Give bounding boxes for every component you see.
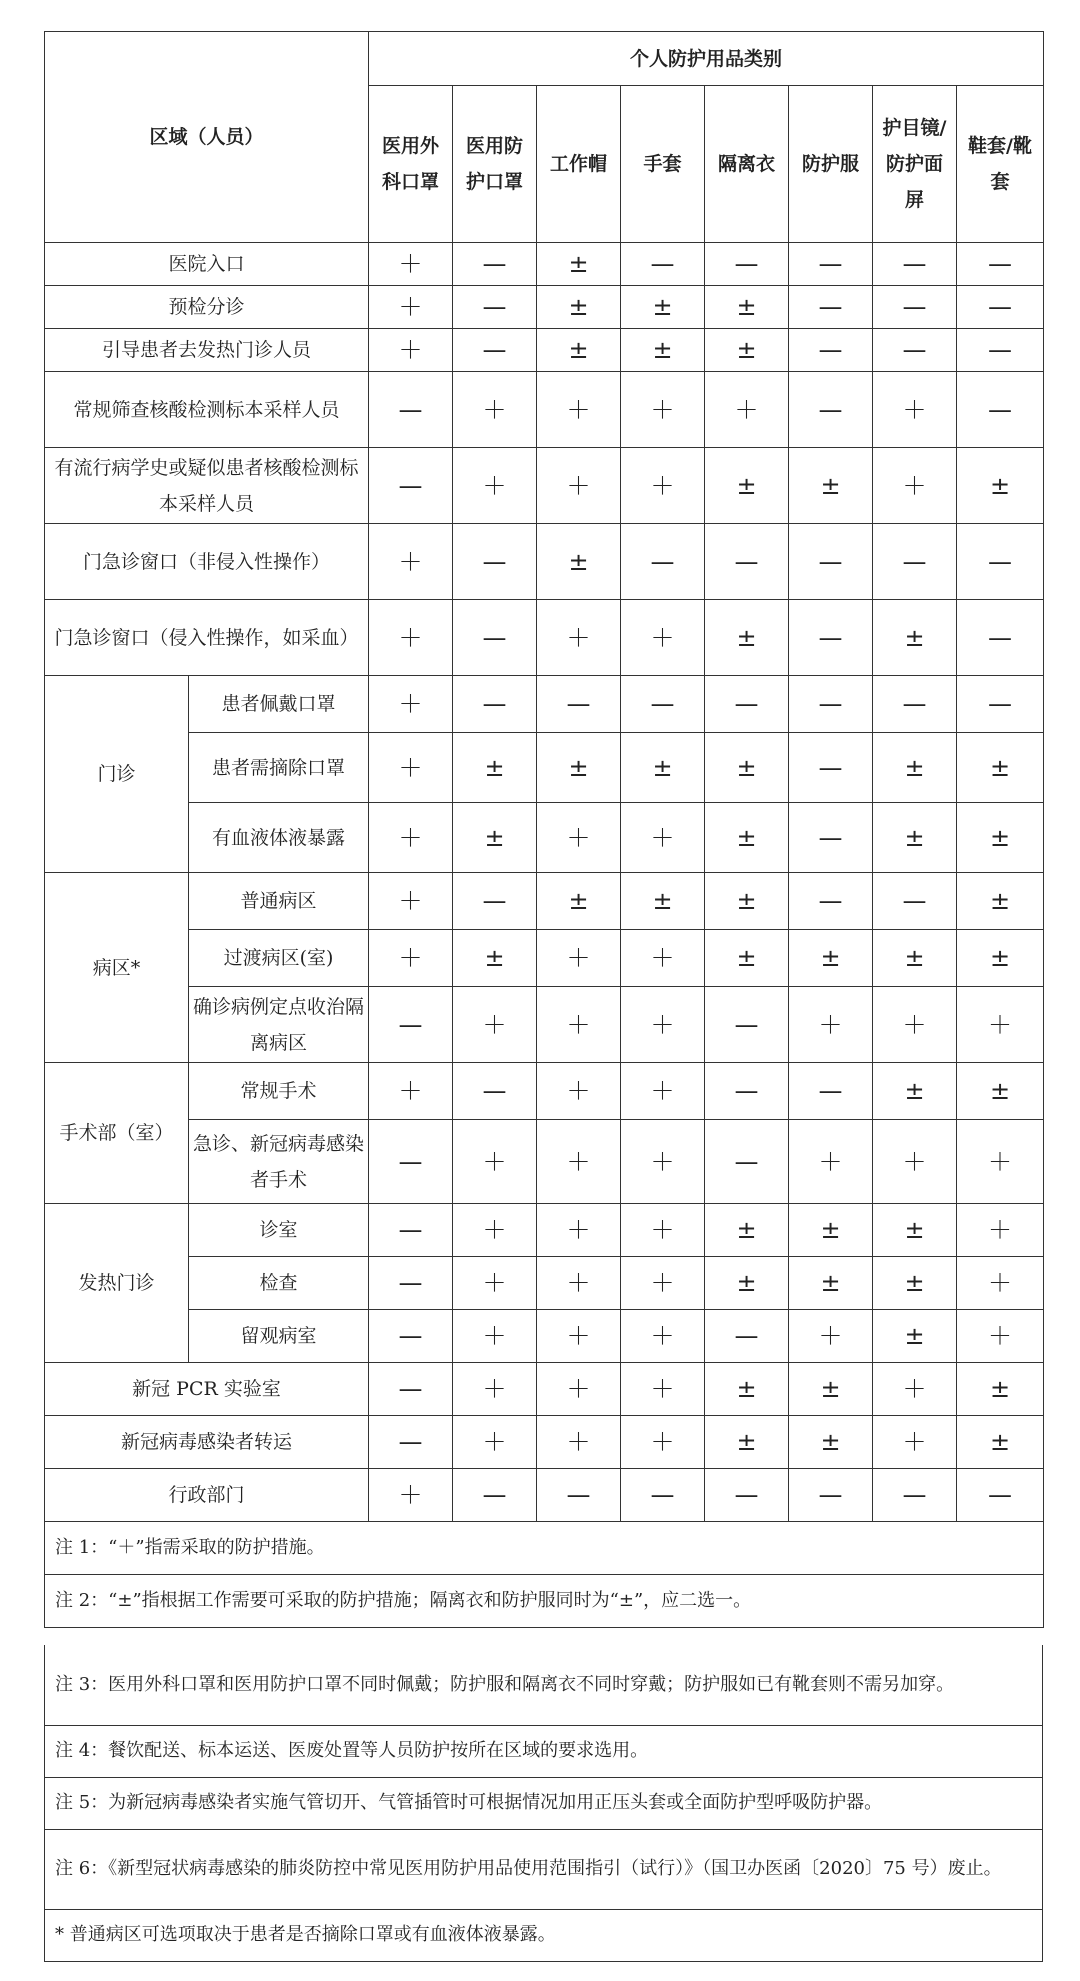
symbol-cell: — — [705, 1310, 789, 1363]
symbol-cell: ＋ — [453, 372, 537, 448]
table-row — [45, 524, 1044, 600]
symbol-cell: ± — [621, 286, 705, 329]
symbol-cell: ± — [873, 930, 957, 987]
symbol-cell: ＋ — [537, 372, 621, 448]
symbol-cell: ＋ — [621, 803, 705, 873]
symbol-cell: ± — [789, 1363, 873, 1416]
row-label: 急诊、新冠病毒感染者手术 — [189, 1120, 369, 1204]
symbol-cell: ＋ — [957, 1204, 1044, 1257]
symbol-cell: ± — [873, 803, 957, 873]
note-row: * 普通病区可选项取决于患者是否摘除口罩或有血液体液暴露。 — [45, 1909, 1043, 1961]
symbol-cell: ＋ — [873, 448, 957, 524]
symbol-cell: ＋ — [957, 1120, 1044, 1204]
symbol-cell: — — [369, 1416, 453, 1469]
row-label: 预检分诊 — [45, 286, 369, 329]
symbol-cell: ＋ — [453, 987, 537, 1063]
column-header: 护目镜/防护面屏 — [873, 86, 957, 243]
table-row — [45, 1522, 1044, 1575]
symbol-cell: — — [621, 524, 705, 600]
symbol-cell: ± — [453, 803, 537, 873]
row-label: 引导患者去发热门诊人员 — [45, 329, 369, 372]
symbol-cell: — — [453, 873, 537, 930]
note-row: 注 4：餐饮配送、标本运送、医废处置等人员防护按所在区域的要求选用。 — [45, 1725, 1043, 1777]
symbol-cell: ± — [873, 1204, 957, 1257]
row-label: 普通病区 — [189, 873, 369, 930]
note-row: 注 3：医用外科口罩和医用防护口罩不同时佩戴；防护服和隔离衣不同时穿戴；防护服如已有靴套则不需另加穿。 — [45, 1645, 1043, 1725]
symbol-cell: ＋ — [453, 1120, 537, 1204]
table-row — [45, 987, 1044, 1063]
symbol-cell: ± — [957, 1063, 1044, 1120]
row-label: 新冠 PCR 实验室 — [45, 1363, 369, 1416]
table-row — [45, 1204, 1044, 1257]
symbol-cell: ＋ — [873, 1363, 957, 1416]
symbol-cell: ± — [537, 524, 621, 600]
symbol-cell: ＋ — [453, 1416, 537, 1469]
symbol-cell: ± — [453, 733, 537, 803]
row-label: 过渡病区(室) — [189, 930, 369, 987]
symbol-cell: ＋ — [621, 987, 705, 1063]
symbol-cell: ＋ — [621, 1063, 705, 1120]
symbol-cell: — — [957, 676, 1044, 733]
row-label: 患者需摘除口罩 — [189, 733, 369, 803]
symbol-cell: ＋ — [537, 1310, 621, 1363]
symbol-cell: ＋ — [369, 1063, 453, 1120]
symbol-cell: — — [453, 676, 537, 733]
symbol-cell: — — [621, 243, 705, 286]
symbol-cell: ± — [957, 1416, 1044, 1469]
symbol-cell: ＋ — [537, 1204, 621, 1257]
symbol-cell: ± — [789, 448, 873, 524]
table-row — [45, 329, 1044, 372]
table-row — [45, 243, 1044, 286]
symbol-cell: — — [873, 524, 957, 600]
symbol-cell: — — [453, 600, 537, 676]
symbol-cell: — — [873, 243, 957, 286]
symbol-cell: — — [705, 1120, 789, 1204]
symbol-cell: — — [789, 676, 873, 733]
symbol-cell: ± — [537, 286, 621, 329]
row-label: 新冠病毒感染者转运 — [45, 1416, 369, 1469]
symbol-cell: ± — [537, 329, 621, 372]
table-row — [45, 1469, 1044, 1522]
symbol-cell: ± — [705, 1416, 789, 1469]
symbol-cell: ＋ — [369, 286, 453, 329]
symbol-cell: ＋ — [621, 1120, 705, 1204]
symbol-cell: — — [957, 329, 1044, 372]
symbol-cell: — — [789, 1063, 873, 1120]
symbol-cell: ＋ — [957, 1257, 1044, 1310]
symbol-cell: — — [453, 243, 537, 286]
table-row — [45, 286, 1044, 329]
symbol-cell: ＋ — [537, 1063, 621, 1120]
table-row — [45, 803, 1044, 873]
group-label: 发热门诊 — [45, 1204, 189, 1363]
symbol-cell: ± — [705, 448, 789, 524]
symbol-cell: ＋ — [621, 1310, 705, 1363]
symbol-cell: — — [369, 1120, 453, 1204]
symbol-cell: ＋ — [621, 372, 705, 448]
symbol-cell: ± — [873, 1063, 957, 1120]
column-header: 防护服 — [789, 86, 873, 243]
symbol-cell: — — [453, 1469, 537, 1522]
symbol-cell: ＋ — [369, 329, 453, 372]
symbol-cell: ± — [789, 930, 873, 987]
group-label: 门诊 — [45, 676, 189, 873]
row-label: 门急诊窗口（侵入性操作，如采血） — [45, 600, 369, 676]
row-label: 确诊病例定点收治隔离病区 — [189, 987, 369, 1063]
symbol-cell: — — [537, 1469, 621, 1522]
symbol-cell: — — [369, 1310, 453, 1363]
symbol-cell: — — [369, 1257, 453, 1310]
symbol-cell: ＋ — [621, 930, 705, 987]
row-label: 行政部门 — [45, 1469, 369, 1522]
symbol-cell: — — [369, 448, 453, 524]
symbol-cell: ± — [621, 873, 705, 930]
symbol-cell: ± — [705, 329, 789, 372]
symbol-cell: ± — [705, 1363, 789, 1416]
symbol-cell: ＋ — [537, 803, 621, 873]
symbol-cell: — — [957, 1469, 1044, 1522]
symbol-cell: — — [705, 987, 789, 1063]
symbol-cell: ＋ — [621, 1416, 705, 1469]
table-row — [45, 1416, 1044, 1469]
symbol-cell: — — [369, 372, 453, 448]
symbol-cell: ± — [789, 1204, 873, 1257]
symbol-cell: ± — [957, 448, 1044, 524]
column-header: 医用外科口罩 — [369, 86, 453, 243]
symbol-cell: — — [369, 1204, 453, 1257]
symbol-cell: — — [369, 1363, 453, 1416]
symbol-cell: ＋ — [789, 1310, 873, 1363]
symbol-cell: ＋ — [621, 1257, 705, 1310]
symbol-cell: ＋ — [873, 372, 957, 448]
column-header: 鞋套/靴套 — [957, 86, 1044, 243]
symbol-cell: — — [789, 733, 873, 803]
symbol-cell: ＋ — [537, 1257, 621, 1310]
symbol-cell: — — [453, 286, 537, 329]
symbol-cell: — — [957, 524, 1044, 600]
symbol-cell: ＋ — [621, 448, 705, 524]
symbol-cell: — — [873, 873, 957, 930]
symbol-cell: — — [957, 243, 1044, 286]
symbol-cell: ± — [705, 930, 789, 987]
symbol-cell: ± — [873, 1310, 957, 1363]
table-row — [45, 733, 1044, 803]
symbol-cell: ± — [705, 873, 789, 930]
symbol-cell: ＋ — [537, 600, 621, 676]
row-label: 门急诊窗口（非侵入性操作） — [45, 524, 369, 600]
group-label: 手术部（室） — [45, 1063, 189, 1204]
notes-table-continued — [44, 1645, 1043, 1962]
symbol-cell: ± — [957, 930, 1044, 987]
note-row: 注 1：“＋”指需采取的防护措施。 — [45, 1522, 1044, 1575]
row-label: 留观病室 — [189, 1310, 369, 1363]
column-header: 医用防护口罩 — [453, 86, 537, 243]
symbol-cell: ＋ — [369, 930, 453, 987]
symbol-cell: ± — [957, 873, 1044, 930]
symbol-cell: ＋ — [873, 1416, 957, 1469]
category-header: 个人防护用品类别 — [369, 32, 1044, 86]
table-row — [45, 1310, 1044, 1363]
symbol-cell: — — [705, 1469, 789, 1522]
symbol-cell: ＋ — [537, 1416, 621, 1469]
row-label: 有流行病学史或疑似患者核酸检测标本采样人员 — [45, 448, 369, 524]
table-row — [45, 600, 1044, 676]
table-row — [45, 1257, 1044, 1310]
row-label: 检查 — [189, 1257, 369, 1310]
symbol-cell: — — [537, 676, 621, 733]
symbol-cell: — — [369, 987, 453, 1063]
region-header: 区域（人员） — [45, 32, 369, 243]
symbol-cell: ± — [621, 329, 705, 372]
symbol-cell: ± — [873, 1257, 957, 1310]
symbol-cell: — — [621, 1469, 705, 1522]
symbol-cell: ＋ — [621, 600, 705, 676]
symbol-cell: ± — [705, 1257, 789, 1310]
table-row — [45, 372, 1044, 448]
symbol-cell: ＋ — [453, 1257, 537, 1310]
symbol-cell: ± — [705, 286, 789, 329]
column-header: 工作帽 — [537, 86, 621, 243]
symbol-cell: ＋ — [705, 372, 789, 448]
symbol-cell: ＋ — [369, 873, 453, 930]
symbol-cell: ＋ — [957, 1310, 1044, 1363]
symbol-cell: ＋ — [453, 1363, 537, 1416]
symbol-cell: ± — [537, 873, 621, 930]
symbol-cell: ＋ — [369, 733, 453, 803]
symbol-cell: ± — [789, 1257, 873, 1310]
symbol-cell: ＋ — [369, 803, 453, 873]
symbol-cell: ＋ — [537, 1120, 621, 1204]
symbol-cell: — — [789, 243, 873, 286]
symbol-cell: — — [873, 676, 957, 733]
symbol-cell: ＋ — [537, 930, 621, 987]
note-row: 注 5：为新冠病毒感染者实施气管切开、气管插管时可根据情况加用正压头套或全面防护型呼吸防护器。 — [45, 1777, 1043, 1829]
ppe-table-body — [45, 32, 1044, 1628]
symbol-cell: — — [873, 286, 957, 329]
row-label: 常规筛查核酸检测标本采样人员 — [45, 372, 369, 448]
table-row — [45, 930, 1044, 987]
symbol-cell: ＋ — [369, 676, 453, 733]
symbol-cell: — — [789, 600, 873, 676]
symbol-cell: ＋ — [537, 987, 621, 1063]
symbol-cell: — — [705, 524, 789, 600]
symbol-cell: ± — [957, 803, 1044, 873]
ppe-table — [44, 31, 1044, 1628]
symbol-cell: — — [453, 1063, 537, 1120]
column-header: 手套 — [621, 86, 705, 243]
symbol-cell: — — [873, 1469, 957, 1522]
symbol-cell: — — [873, 329, 957, 372]
symbol-cell: ＋ — [453, 1204, 537, 1257]
symbol-cell: ＋ — [957, 987, 1044, 1063]
table-row — [45, 676, 1044, 733]
column-header: 隔离衣 — [705, 86, 789, 243]
row-label: 有血液体液暴露 — [189, 803, 369, 873]
symbol-cell: — — [957, 372, 1044, 448]
symbol-cell: ＋ — [537, 448, 621, 524]
symbol-cell: — — [789, 329, 873, 372]
symbol-cell: ＋ — [369, 524, 453, 600]
symbol-cell: ＋ — [621, 1363, 705, 1416]
symbol-cell: — — [789, 803, 873, 873]
table-row — [45, 1363, 1044, 1416]
symbol-cell: ± — [537, 733, 621, 803]
symbol-cell: ± — [705, 1204, 789, 1257]
symbol-cell: ± — [705, 803, 789, 873]
symbol-cell: — — [789, 524, 873, 600]
symbol-cell: ＋ — [453, 1310, 537, 1363]
symbol-cell: ± — [957, 1363, 1044, 1416]
note-row: 注 6：《新型冠状病毒感染的肺炎防控中常见医用防护用品使用范围指引（试行）》（国卫办医函〔2020〕75 号）废止。 — [45, 1829, 1043, 1909]
symbol-cell: ± — [789, 1416, 873, 1469]
symbol-cell: — — [789, 1469, 873, 1522]
symbol-cell: ＋ — [369, 600, 453, 676]
symbol-cell: — — [789, 873, 873, 930]
symbol-cell: ± — [621, 733, 705, 803]
table-row — [45, 873, 1044, 930]
symbol-cell: ± — [873, 733, 957, 803]
symbol-cell: — — [957, 286, 1044, 329]
symbol-cell: — — [705, 1063, 789, 1120]
symbol-cell: ± — [453, 930, 537, 987]
table-row — [45, 448, 1044, 524]
symbol-cell: ± — [873, 600, 957, 676]
symbol-cell: ± — [705, 600, 789, 676]
symbol-cell: ＋ — [621, 1204, 705, 1257]
symbol-cell: ＋ — [873, 987, 957, 1063]
symbol-cell: — — [705, 676, 789, 733]
table-row — [45, 1120, 1044, 1204]
symbol-cell: — — [789, 286, 873, 329]
symbol-cell: ＋ — [789, 1120, 873, 1204]
row-label: 诊室 — [189, 1204, 369, 1257]
symbol-cell: ＋ — [369, 243, 453, 286]
symbol-cell: ＋ — [369, 1469, 453, 1522]
symbol-cell: — — [453, 329, 537, 372]
row-label: 医院入口 — [45, 243, 369, 286]
symbol-cell: ＋ — [789, 987, 873, 1063]
symbol-cell: — — [453, 524, 537, 600]
row-label: 患者佩戴口罩 — [189, 676, 369, 733]
symbol-cell: ＋ — [873, 1120, 957, 1204]
symbol-cell: — — [705, 243, 789, 286]
group-label: 病区* — [45, 873, 189, 1063]
row-label: 常规手术 — [189, 1063, 369, 1120]
symbol-cell: — — [621, 676, 705, 733]
symbol-cell: — — [789, 372, 873, 448]
symbol-cell: ± — [537, 243, 621, 286]
symbol-cell: ＋ — [537, 1363, 621, 1416]
table-row — [45, 1063, 1044, 1120]
note-row: 注 2：“±”指根据工作需要可采取的防护措施；隔离衣和防护服同时为“±”，应二选一。 — [45, 1575, 1044, 1628]
symbol-cell: ± — [705, 733, 789, 803]
symbol-cell: ± — [957, 733, 1044, 803]
symbol-cell: — — [957, 600, 1044, 676]
table-row — [45, 1575, 1044, 1628]
symbol-cell: ＋ — [453, 448, 537, 524]
